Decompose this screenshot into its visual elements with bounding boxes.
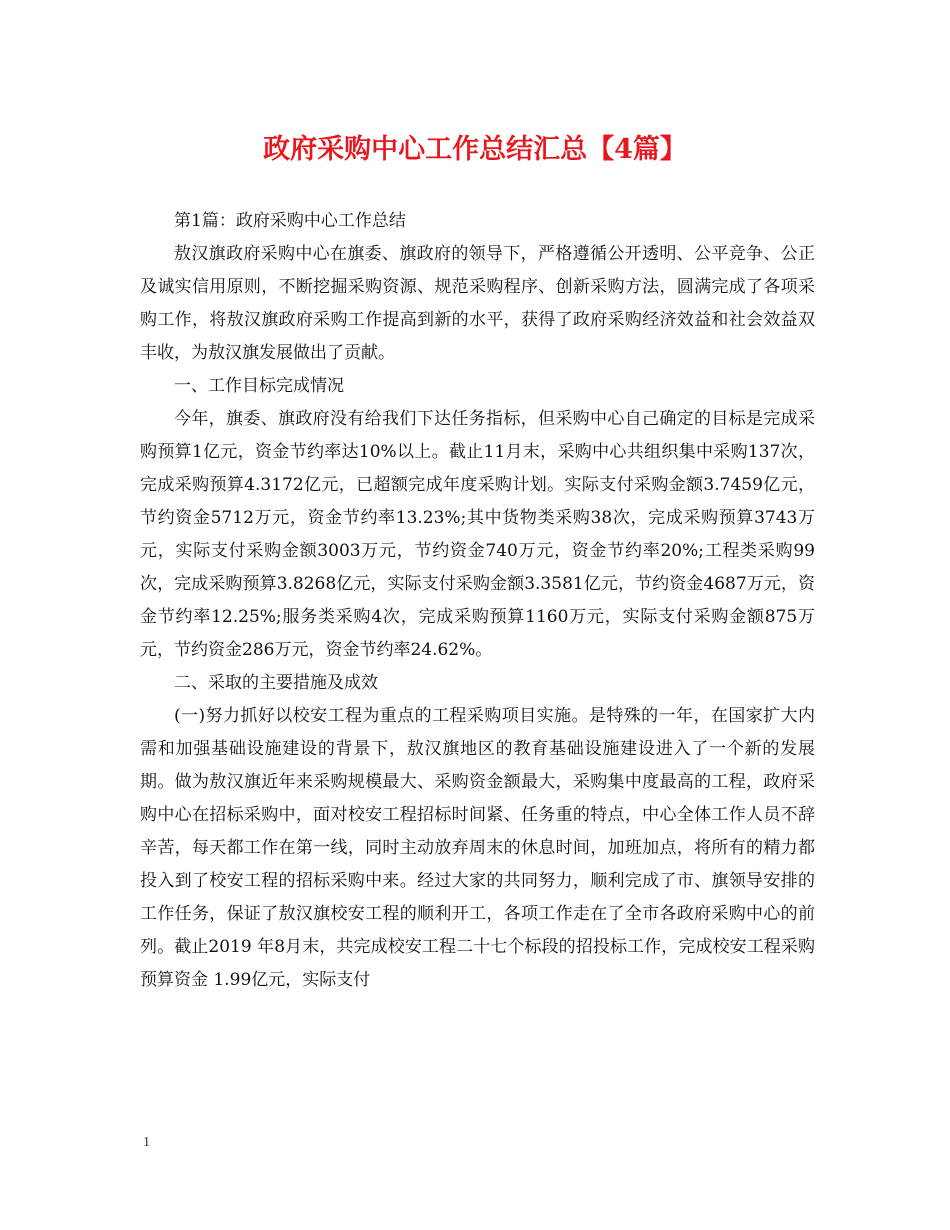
document-title: 政府采购中心工作总结汇总【4篇】 <box>263 134 687 165</box>
page-number: 1 <box>143 1135 150 1150</box>
intro-paragraph: 敖汉旗政府采购中心在旗委、旗政府的领导下，严格遵循公开透明、公平竞争、公正及诚实信用原则，不断挖掘采购资源、规范采购程序、创新采购方法，圆满完成了各项采购工作，将敖汉旗政府采购工作提高到新的水平，获得了政府采购经济效益和社会效益双丰收，为敖汉旗发展做出了贡献。 <box>140 244 815 363</box>
measures-paragraph: (一)努力抓好以校安工程为重点的工程采购项目实施。是特殊的一年，在国家扩大内需和加强基础设施建设的背景下，敖汉旗地区的教育基础设施建设进入了一个新的发展期。做为敖汉旗近年来采购规模最大、采购资金额最大，采购集中度最高的工程，政府采购中心在招标采购中，面对校安工程招标时间紧、任务重的特点，中心全体工作人员不辞辛苦，每天都工作在第一线，同时主动放弃周末的休息时间，加班加点，将所有的精力都投入到了校安工程的招标采购中来。经过大家的共同努力，顺利完成了市、旗领导安排的工作任务，保证了敖汉旗校安工程的顺利开工，各项工作走在了全市各政府采购中心的前列。截止2019 年8月末，共完成校安工程二十七个标段的招投标工作，完成校安工程采购预算资金 1.99亿元，实际支付 <box>140 706 815 990</box>
section-heading-part-1: 第1篇：政府采购中心工作总结 <box>174 211 406 231</box>
goals-paragraph: 今年，旗委、旗政府没有给我们下达任务指标，但采购中心自己确定的目标是完成采购预算1亿元，资金节约率达10%以上。截止11月末，采购中心共组织集中采购137次，完成采购预算4.3172亿元，已超额完成年度采购计划。实际支付采购金额3.7459亿元，节约资金5712万元，资金节约率13.23%;其中货物类采购38次，完成采购预算3743万元，实际支付采购金额3003万元，节约资金740万元，资金节约率20%;工程类采购99次，完成采购预算3.8268亿元，实际支付采购金额3.3581亿元，节约资金4687万元，资金节约率12.25%;服务类采购4次，完成采购预算1160万元，实际支付采购金额875万元，节约资金286万元，资金节约率24.62%。 <box>140 409 815 660</box>
section-heading-measures: 二、采取的主要措施及成效 <box>174 673 378 693</box>
document-body <box>140 205 815 997</box>
section-heading-goals: 一、工作目标完成情况 <box>174 376 344 396</box>
